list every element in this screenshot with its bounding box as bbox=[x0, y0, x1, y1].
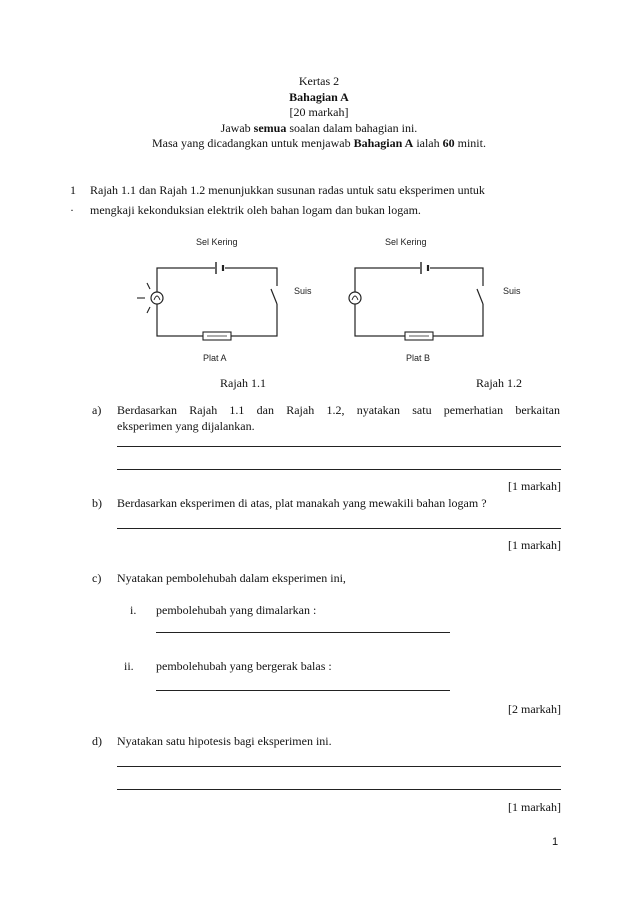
instruction-text-end: soalan dalam bahagian ini. bbox=[286, 120, 418, 135]
paper-title: Kertas 2 bbox=[298, 74, 340, 88]
bulb-icon-left bbox=[151, 292, 163, 304]
part-a-marks: [1 markah] bbox=[508, 479, 561, 493]
part-b-text: Berdasarkan eksperimen di atas, plat manakah yang mewakili bahan logam ? bbox=[117, 496, 487, 510]
circuit-right-wire bbox=[355, 268, 483, 336]
circuit-left-wire bbox=[157, 268, 277, 336]
cell-label-left: Sel Kering bbox=[196, 237, 238, 247]
time-text-end: minit. bbox=[454, 136, 486, 150]
part-d-answer-line2[interactable] bbox=[117, 789, 561, 790]
switch-label-right: Suis bbox=[503, 286, 521, 296]
part-c-i-label: i. bbox=[130, 603, 137, 617]
part-d-answer-line1[interactable] bbox=[117, 766, 561, 767]
question-intro-line1: Rajah 1.1 dan Rajah 1.2 menunjukkan susunan radas untuk satu eksperimen untuk bbox=[90, 183, 485, 197]
part-a-answer-line2[interactable] bbox=[117, 469, 561, 470]
time-line bbox=[0, 136, 638, 152]
instruction-text: Jawab bbox=[220, 120, 254, 135]
time-section-bold: Bahagian A bbox=[353, 136, 414, 150]
caption-left: Rajah 1.1 bbox=[220, 376, 266, 390]
section-header bbox=[0, 74, 638, 152]
part-a-text-line2: eksperimen yang dijalankan. bbox=[117, 419, 255, 433]
switch-label-left: Suis bbox=[294, 286, 312, 296]
part-a-answer-line1[interactable] bbox=[117, 446, 561, 447]
part-c-label: c) bbox=[92, 571, 102, 585]
part-d-label: d) bbox=[92, 734, 102, 748]
part-a-label: a) bbox=[92, 403, 102, 417]
part-b-marks: [1 markah] bbox=[508, 538, 561, 552]
circuit-right bbox=[355, 268, 483, 336]
switch-gap-right bbox=[479, 286, 487, 304]
part-c-ii-label: ii. bbox=[124, 659, 134, 673]
time-minutes-bold: 60 bbox=[442, 136, 455, 150]
part-c-i-text: pembolehubah yang dimalarkan : bbox=[156, 603, 317, 617]
question-dot: · bbox=[70, 203, 74, 217]
circuit-diagrams bbox=[0, 228, 638, 373]
part-c-marks: [2 markah] bbox=[508, 702, 561, 716]
page-number: 1 bbox=[552, 836, 559, 848]
cell-label-right: Sel Kering bbox=[385, 237, 427, 247]
part-c-text: Nyatakan pembolehubah dalam eksperimen ini, bbox=[117, 571, 346, 585]
plate-label-left: Plat A bbox=[203, 353, 227, 363]
time-text-mid: ialah bbox=[413, 136, 443, 150]
switch-gap-left bbox=[273, 286, 281, 304]
part-d-text: Nyatakan satu hipotesis bagi eksperimen ini. bbox=[117, 734, 332, 748]
plate-label-right: Plat B bbox=[406, 353, 431, 363]
part-c-ii-text: pembolehubah yang bergerak balas : bbox=[156, 659, 332, 673]
bulb-rays-icon bbox=[137, 283, 150, 313]
circuit-left bbox=[157, 268, 277, 336]
section-title: Bahagian A bbox=[289, 89, 349, 104]
instruction-bold: semua bbox=[253, 120, 287, 135]
time-text: Masa yang dicadangkan untuk menjawab bbox=[152, 136, 354, 150]
caption-right: Rajah 1.2 bbox=[476, 376, 522, 390]
question-intro-line2: mengkaji kekonduksian elektrik oleh bahan logam dan bukan logam. bbox=[90, 203, 421, 217]
part-c-i-answer-line[interactable] bbox=[156, 632, 450, 633]
part-c-ii-answer-line[interactable] bbox=[156, 690, 450, 691]
instruction-line bbox=[0, 121, 638, 137]
section-marks: [20 markah] bbox=[289, 105, 349, 119]
part-b-answer-line[interactable] bbox=[117, 528, 561, 529]
question-number: 1 bbox=[70, 183, 76, 197]
part-d-marks: [1 markah] bbox=[508, 800, 561, 814]
bulb-icon-right bbox=[349, 292, 361, 304]
part-a-text-line1: Berdasarkan Rajah 1.1 dan Rajah 1.2, nyatakan satu pemerhatian berkaitan bbox=[117, 403, 560, 417]
part-b-label: b) bbox=[92, 496, 102, 510]
